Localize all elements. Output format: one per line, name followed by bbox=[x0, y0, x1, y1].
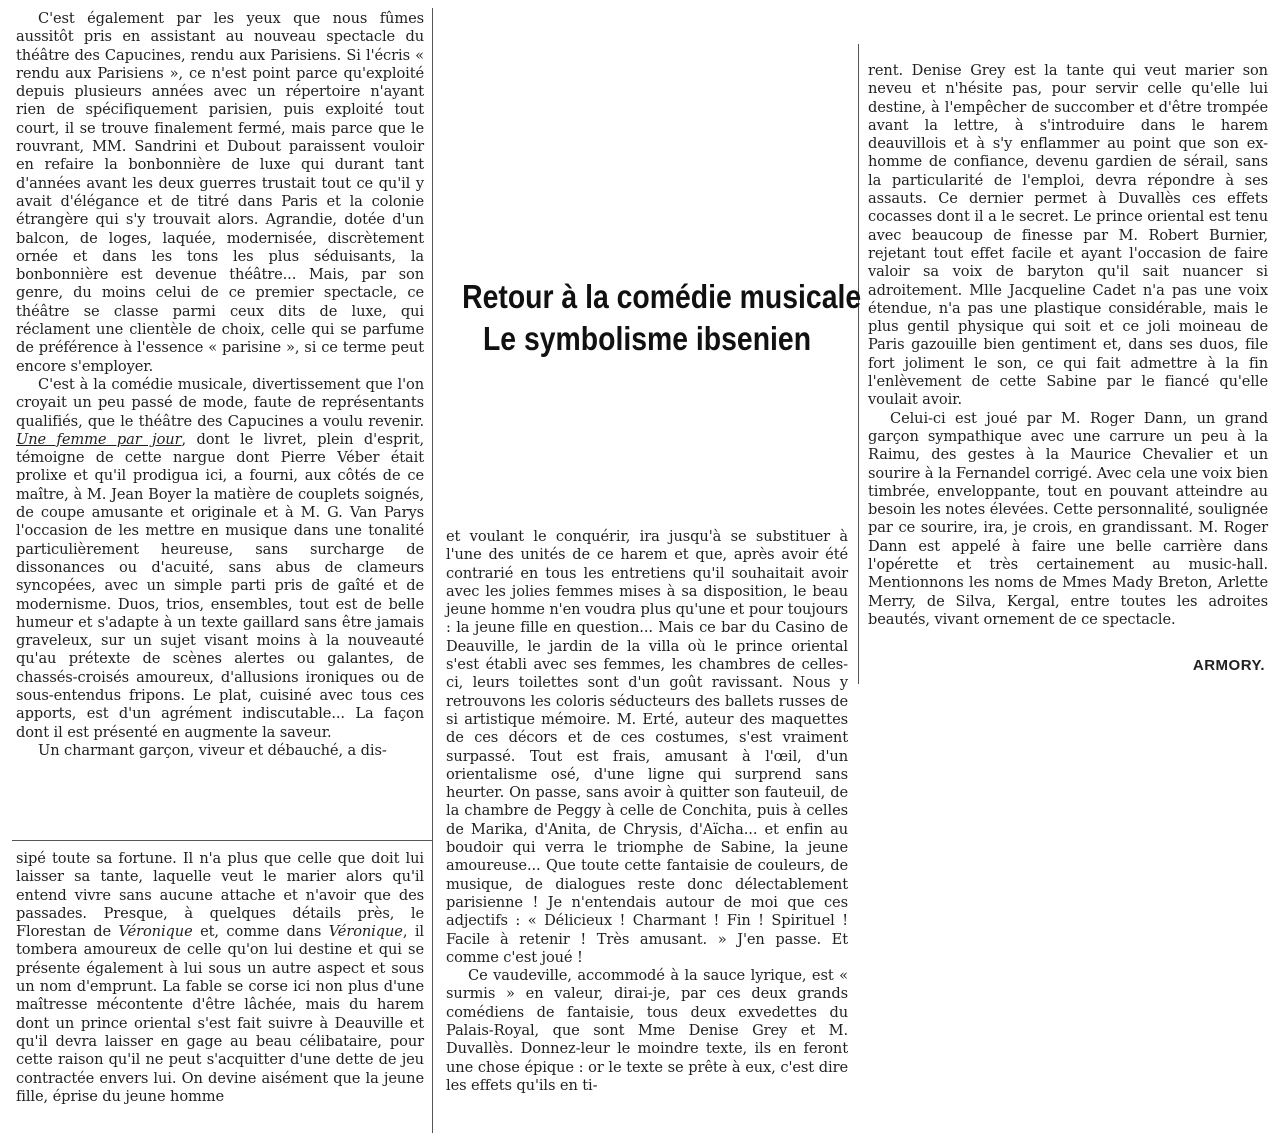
article-column-1 bbox=[16, 10, 424, 836]
article-column-2 bbox=[446, 528, 848, 1134]
paragraph-2-text-b: , dont le livret, plein d'esprit, témoigne de cette nargue dont Pierre Véber était prolixe et qu'il prodigua ici, a fourni, aux côtés de ce maître, à M. Jean Boyer la matière de couplets soignés, de coupe amusante et originale et à M. G. Van Parys l'occasion de les mettre en musique dans une tonalité particulièrement heureuse, sans surcharge de dissonances ou d'acuité, sans abus de clameurs syncopées, avec un simple parti pris de gaîté et de modernisme. Duos, trios, ensembles, tout est de belle humeur et s'adapte à un texte gaillard sans être jamais graveleux, sur un sujet visant moins à la nouveauté qu'au prétexte de scènes alertes ou galantes, de chassés-croisés amoureux, d'allusions ironiques ou de sous-entendus fripons. Le plat, cuisiné avec tous ces apports, est d'un agrément indiscutable... La façon dont il est présenté en augmente la saveur. bbox=[16, 430, 424, 741]
paragraph-1: C'est également par les yeux que nous fûmes aussitôt pris en assistant au nouveau spectacle du théâtre des Capucines, rendu aux Parisiens. Si l'écris « rendu aux Parisiens », ce n'est point parce qu'exploité depuis plusieurs années avec un répertoire n'ayant rien de spécifiquement parisien, puis exploité tout court, il se trouve finalement fermé, mais parce que le rouvrant, MM. Sandrini et Dubout paraissent vouloir en refaire la bonbonnière de luxe qui durant tant d'années avant les deux guerres trustait tout ce qu'il y avait d'élégance et de titré dans Paris et la colonie étrangère qui s'y trouvait alors. Agrandie, dotée d'un balcon, de loges, laquée, modernisée, discrètement ornée et dans les tons les plus séduisants, la bonbonnière est devenue théâtre... Mais, par son genre, du moins celui de ce premier spectacle, ce théâtre se classe parmi ceux dits de luxe, qui réclament une clientèle de choix, celle qui se parfume de préférence à l'essence « parisine », si ce terme peut encore s'employer. bbox=[16, 10, 424, 375]
title-veronique-1: Véronique bbox=[118, 923, 193, 941]
paragraph-2-text-a: C'est à la comédie musicale, divertissement que l'on croyait un peu passé de mode, faute de représentants qualifiés, que le théâtre des Capucines a voulu revenir. bbox=[16, 375, 424, 430]
paragraph-4-text-b: et, comme dans bbox=[192, 923, 329, 941]
section-rule bbox=[12, 840, 432, 841]
headline bbox=[432, 276, 862, 360]
author-signature: ARMORY. bbox=[1192, 657, 1265, 674]
column-rule-left bbox=[432, 8, 433, 1133]
paragraph-8: Celui-ci est joué par M. Roger Dann, un grand garçon sympathique avec une carrure un peu à la Raimu, des gestes à la Maurice Chevalier et un sourire à la Fernandel corrigé. Avec cela une voix bien timbrée, enveloppante, tout en pouvant atteindre au besoin les notes élevées. Cette personnalité, soulignée par ce sourire, ira, je crois, en grandissant. M. Roger Dann est appelé à faire une belle carrière dans l'opérette et très certainement au music-hall. Mentionnons les noms de Mmes Mady Breton, Arlette Merry, de Silva, Kergal, entre toutes les adroites beautés, vivant ornement de ce spectacle. bbox=[868, 409, 1268, 628]
headline-line-2: Le symbolisme ibsenien bbox=[482, 320, 812, 357]
paragraph-6: Ce vaudeville, accommodé à la sauce lyrique, est « surmis » en valeur, dirai-je, par ces deux grands comédiens de fantaisie, tous deux exvedettes du Palais-Royal, que sont Mme Denise Grey et M. Duvallès. Donnez-leur le moindre texte, ils en feront une chose épique : or le texte se prête à eux, c'est dire les effets qu'ils en ti- bbox=[446, 967, 848, 1094]
column-rule-right bbox=[858, 44, 859, 684]
play-title: Une femme par jour bbox=[16, 430, 182, 448]
paragraph-7: rent. Denise Grey est la tante qui veut marier son neveu et n'hésite pas, pour servir celle qu'elle lui destine, à l'empêcher de succomber et d'être trompée avant la lettre, à s'introduire dans le harem deauvillois et à s'y enflammer au point que son ex-homme de confiance, devenu gardien de sérail, sans la particularité de l'emploi, devra répondre à ses assauts. Ce dernier permet à Duvallès ces effets cocasses dont il a le secret. Le prince oriental est tenu avec beaucoup de finesse par M. Robert Burnier, rejetant tout effet facile et ayant l'occasion de faire valoir sa voix de baryton qu'il sait nuancer si adroitement. Mlle Jacqueline Cadet n'a pas une voix étendue, n'a pas une plastique considérable, mais le plus gentil physique qui soit et ce joli moineau de Paris gazouille bien gentiment et, dans ses duos, file fort joliment le son, ce qui fait admettre à la fin l'enlèvement de cette Sabine par le fiancé qu'elle voulait avoir. bbox=[868, 62, 1268, 409]
article-column-3 bbox=[868, 62, 1268, 652]
paragraph-4-text-c: , il tombera amoureux de celle qu'on lui destine et qui se présente également à lui sous un autre aspect et sous un nom d'emprunt. La fable se corse ici non plus d'une maîtresse mécontente d'être lâchée, mais du harem dont un prince oriental s'est fait suivre à Deauville et qu'il devra laisser en gage au beau célibataire, pour cette raison qu'il ne peut s'acquitter d'une dette de jeu contractée envers lui. On devine aisément que la jeune fille, éprise du jeune homme bbox=[16, 923, 424, 1105]
paragraph-2 bbox=[16, 376, 424, 742]
paragraph-3: Un charmant garçon, viveur et débauché, a dis- bbox=[38, 741, 387, 759]
title-veronique-2: Véronique bbox=[328, 923, 403, 941]
article-column-1-continued bbox=[16, 850, 424, 1135]
paragraph-4 bbox=[16, 850, 424, 1106]
paragraph-4-text-a: sipé toute sa fortune. Il n'a plus que celle que doit lui laisser sa tante, laquelle veut le marier alors qu'il entend vivre sans aucune attache et n'avoir que des passades. Presque, à quelques détails près, le Florestan de bbox=[16, 850, 424, 941]
paragraph-5: et voulant le conquérir, ira jusqu'à se substituer à l'une des unités de ce harem et que, après avoir été contrarié en tous les entretiens qu'il souhaitait avoir avec les jolies femmes mises à sa disposition, le beau jeune homme n'en voudra plus qu'une et pour toujours : la jeune fille en question... Mais ce bar du Casino de Deauville, le jardin de la villa où le prince oriental s'est établi avec ses femmes, les chambres de celles-ci, leurs toilettes sont d'un goût ravissant. Nous y retrouvons les coloris séducteurs des ballets russes de si artistique mémoire. M. Erté, auteur des maquettes de ces décors et de ces costumes, s'est vraiment surpassé. Tout est frais, amusant à l'œil, d'un orientalisme osé, d'une ligne qui surprend sans heurter. On passe, sans avoir à quitter son fauteuil, de la chambre de Peggy à celle de Conchita, puis à celles de Marika, d'Anita, de Chrysis, d'Aïcha... et enfin au boudoir qui verra le triomphe de Sabine, la jeune amoureuse... Que toute cette fantaisie de couleurs, de musique, de dialogues reste donc délectablement parisienne ! Je n'entendais autour de moi que ces adjectifs : « Délicieux ! Charmant ! Fin ! Spirituel ! Facile à retenir ! Très amusant. » J'en passe. Et comme c'est joué ! bbox=[446, 528, 848, 966]
headline-line-1: Retour à la comédie musicale bbox=[462, 278, 862, 315]
